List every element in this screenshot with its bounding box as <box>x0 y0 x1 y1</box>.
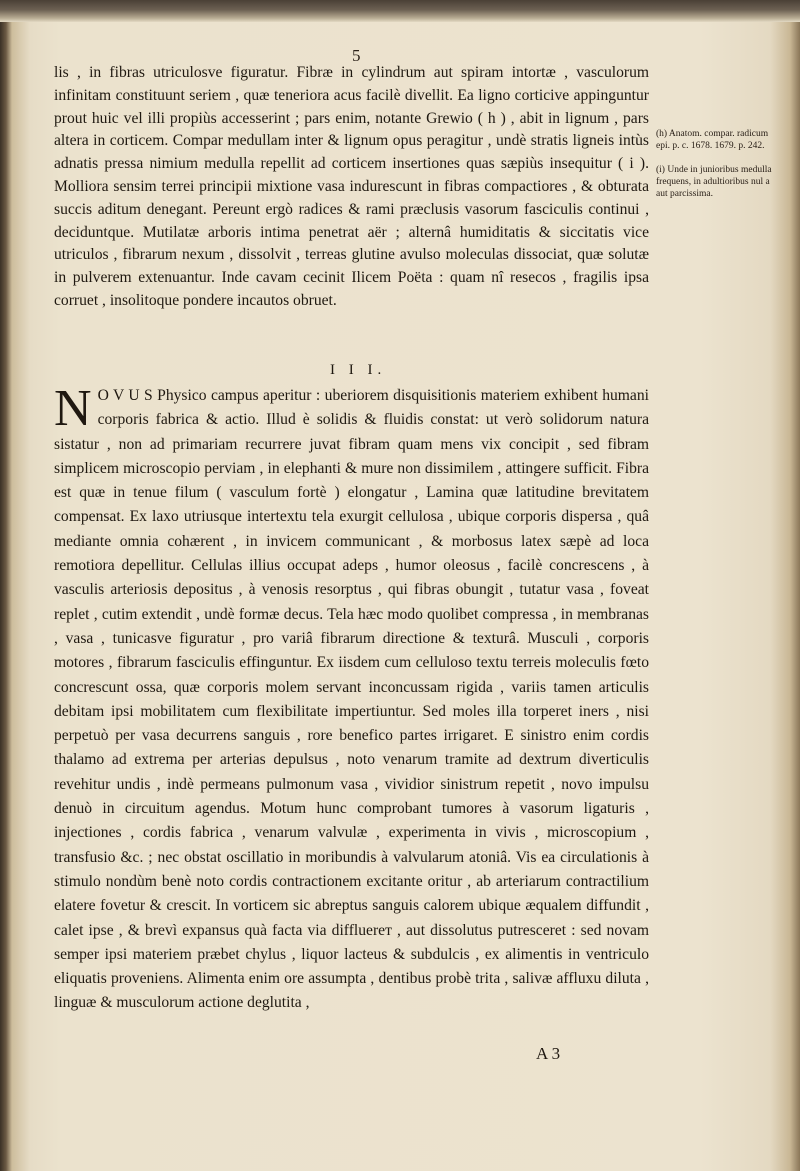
paragraph-continued: lis , in fibras utriculosve figuratur. Fibræ in cylindrum aut spiram intortæ , vasculorum infinitam constituunt seriem , quæ teneriora acus facilè divellit. Ea ligno corticive appinguntur prout huic vel illi propiùs accesserint ; pars enim, notante Grewio ( h ) , abit in lignum , pars altera in corticem. Compar medullam inter & lignum opus peragitur , undè stratis ligneis intùs adnatis pressa nimium medulla repellit ad corticem insertiones quas sæpiùs insequitur ( i ). Molliora sensim terrei principii mixtione vasa indurescunt in fibras compactiores , & obturata succis aditum denegant. Pereunt ergò radices & rami præclusis vasorum fasciculis continui , deciduntque. Mutilatæ arboris intima penetrat aër ; alternâ humiditatis & siccitatis vice utriculos , fibrarum nexum , dissolvit , terreas glutine avulso moleculas dissociat, quæ solutæ in pulverem extenuantur. Inde cavam cecinit Ilicem Poëta : quam nî resecos , fragilis ipsa corruet , insolitoque pondere incautos obruet. <box>54 64 649 309</box>
sidenote-h: (h) Anatom. compar. radicum epi. p. c. 1678. 1679. p. 242. <box>656 129 769 151</box>
sidenote-i: (i) Unde in junioribus medulla frequens, in adultioribus nul a aut parcissima. <box>656 165 772 199</box>
section-heading: I I I. <box>330 362 387 378</box>
paragraph-section-3-text: O V U S Physico campus aperitur : uberiorem disquisitionis materiem exhibent humani corporis fabrica & actio. Illud è solidis & fluidis constat: ut verò solidorum natura sistatur , non ad primariam recurrere juvat fibram quam mens vix concipit , sed fibram simplicem microscopio perviam , in elephanti & mure non dissimilem , attingere sufficit. Fibra est quæ in tenue filum ( vasculum fortè ) elongatur , Lamina quæ latitudine brevitatem compensat. Ex laxo utriusque intertextu tela exurgit cellulosa , ubique corporis dispersa , quâ mediante omnia cohærent , in invicem communicant , & morbosus latex sæpè ad loca remotiora depellitur. Cellulas illius occupat adeps , humor oleosus , facilè concrescens , à vasculis arteriosis depositus , à venosis resorptus , qui fibras obungit , tutatur vasa , foveat replet , cutim extendit , undè formæ decus. Tela hæc modo quolibet compressa , in membranas , vasa , tunicasve figuratur , pro variâ fibrarum directione & texturâ. Musculi , corporis motores , fibrarum fasciculis effinguntur. Ex iisdem cum celluloso textu terreis moleculis fœto concrescunt ossa, quæ corporis molem servant inconcussam rigida , variis tamen articulis debitam ipsi mobilitatem cum flexibilitate impertiuntur. Sed moles illa torperet iners , nisi perpetuò per vasa decurrens sanguis , rore benefico partes irrigaret. E sinistro enim cordis thalamo ad extrema per arterias depulsus , noto venarum tramite ad dextrum diverticulis revehitur undis , indè permeans pulmonum vasa , vividior sinistrum repetit , novo impulsu denuò in circuitum agendus. Motum hunc comprobant tumores à vasorum ligaturis , injectiones , cordis fabrica , venarum valvulæ , experimenta in vivis , microscopium , transfusio &c. ; nec obstat oscillatio in moribundis à valvularum atoniâ. Vis ea circulationis à stimulo nondùm benè noto cordis contractionem excitante oritur , ab arteriarum contractilium elatere fovetur & crescit. In vorticem sic abreptus sanguis calorem ubique æqualem diffundit , calet ipse , & brevì expansus quà facta via diffluerет , aut dissolutus putresceret : sed novam semper ipsi materiem præbet chylus , liquor lacteus & subdulcis , ex alimentis in ventriculo eliquatis proveniens. Alimenta enim ore assumpta , dentibus probè trita , salivæ affluxu diluta , linguæ & musculorum actione deglutita , <box>54 387 649 1012</box>
paragraph-section-3 <box>54 380 649 1016</box>
catchword: A 3 <box>536 1044 561 1063</box>
drop-cap: N <box>54 380 92 437</box>
page-number: 5 <box>352 46 361 65</box>
marginal-notes <box>656 128 776 200</box>
